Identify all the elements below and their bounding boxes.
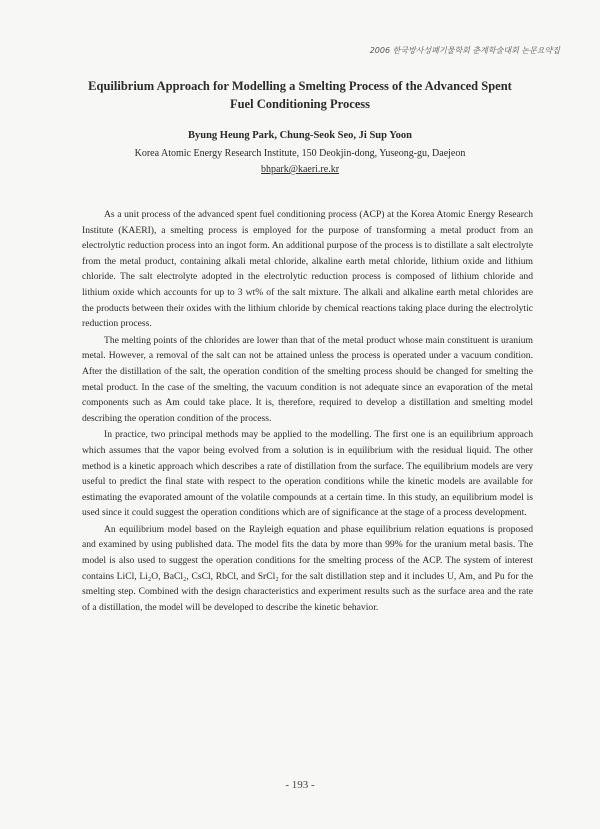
abstract-body <box>82 207 533 616</box>
email-link[interactable]: bhpark@kaeri.re.kr <box>260 164 340 175</box>
paragraph: The melting points of the chlorides are lower than that of the metal product whose main constituent is uranium metal. However, a removal of the salt can not be attained unless the process is operated under a vacuum condition. After the distillation of the salt, the operation condition of the smelting process should be changed for smelting the metal product. In the case of the smelting, the vacuum condition is not adequate since an evaporation of the metal components such as Am could take place. It is, therefore, required to develop a distillation and smelting model describing the operation condition of the process. <box>82 334 533 424</box>
paper-title <box>80 77 520 113</box>
paragraph: In practice, two principal methods may be applied to the modelling. The first one is an equilibrium approach which assumes that the vapor being evolved from a solution is in equilibrium with the residual liquid. The other method is a kinetic approach which describes a rate of distillation from the surface. The equilibrium models are very useful to predict the final state with respect to the operation conditions while the kinetic models are available for estimating the evaporated amount of the volatile compounds at a certain time. In this study, an equilibrium model is used since it could suggest the operation conditions which are of significance at the stage of a process development. <box>82 429 533 519</box>
email-line <box>60 164 540 175</box>
conference-header: 2006 한국방사성폐기물학회 춘계학술대회 논문요약집 <box>369 46 560 55</box>
paper-title-line-2: Fuel Conditioning Process <box>229 97 371 111</box>
page-number: - 193 - <box>285 779 315 791</box>
affiliation: Korea Atomic Energy Research Institute, 150 Deokjin-dong, Yuseong-gu, Daejeon <box>134 148 466 159</box>
paragraph: An equilibrium model based on the Rayleigh equation and phase equilibrium relation equations is proposed and examined by using published data. The model fits the data by more than 99% for the uranium metal basis. The model is also used to suggest the operation conditions for the smelting process of the ACP. The system of interest contains LiCl, Li₂O, BaCl₂, CsCl, RbCl, and SrCl₂ for the salt distillation step and it includes U, Am, and Pu for the smelting step. Combined with the design characteristics and experiment results such as the surface area and the rate of a distillation, the model will be developed to describe the kinetic behavior. <box>82 523 533 613</box>
paper-title-line-1: Equilibrium Approach for Modelling a Smelting Process of the Advanced Spent <box>88 79 512 93</box>
authors: Byung Heung Park, Chung-Seok Seo, Ji Sup Yoon <box>188 130 412 141</box>
paragraph: As a unit process of the advanced spent fuel conditioning process (ACP) at the Korea Atomic Energy Research Institute (KAERI), a smelting process is employed for the purpose of transforming a metal product from an electrolytic reduction process into an ingot form. An additional purpose of the process is to distillate a salt electrolyte from the metal product, containing alkali metal chloride, alkaline earth metal chloride, lithium oxide and lithium chloride. The salt electrolyte adopted in the electrolytic reduction process is composed of lithium chloride and lithium oxide which accounts for up to 3 wt% of the salt mixture. The alkali and alkaline earth metal chlorides are the products between their oxides with the lithium chloride by chemical reactions taking place during the electrolytic reduction process. <box>82 209 533 330</box>
